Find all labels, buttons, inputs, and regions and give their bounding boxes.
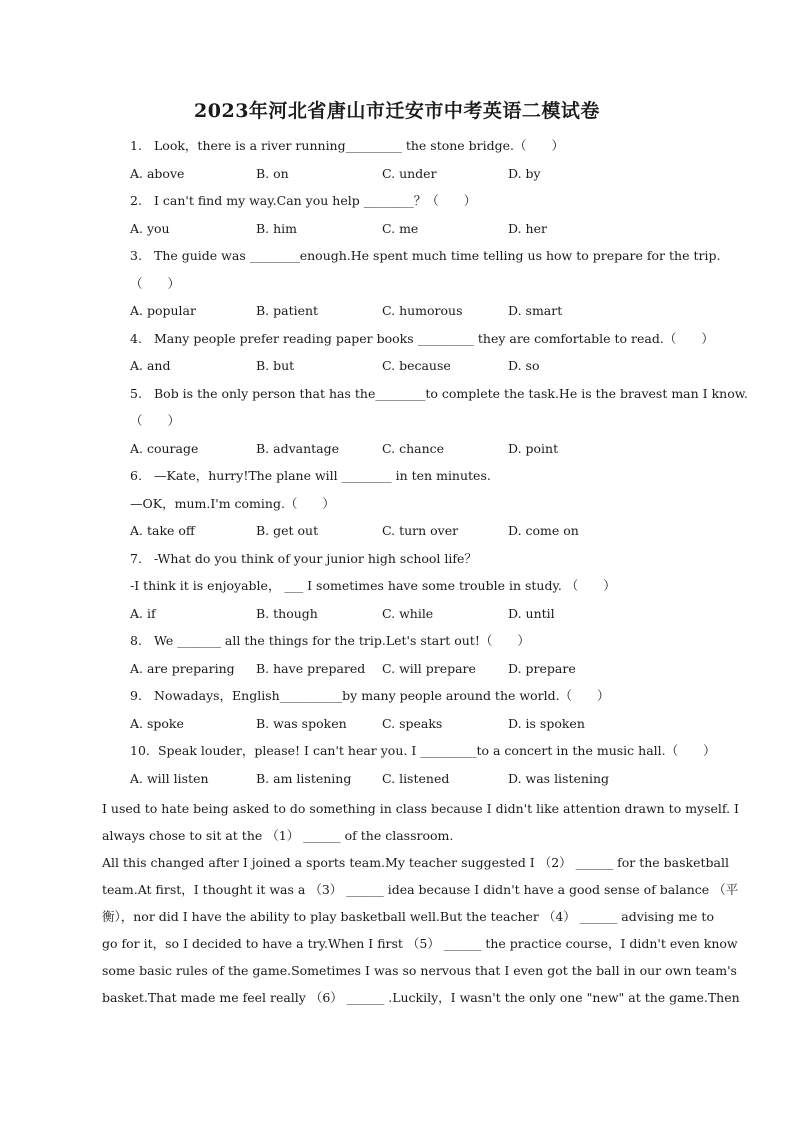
answer-option: D. her (508, 220, 547, 236)
question-stem-line (130, 191, 710, 219)
question-item (130, 191, 710, 246)
question-list (130, 136, 748, 796)
option-row (130, 521, 710, 549)
question-stem-line (130, 549, 710, 577)
answer-option: B. have prepared (256, 660, 366, 676)
option-row (130, 604, 710, 632)
passage-line: team.At first，I thought it was a （3） ______ idea because I didn't have a good sense of balance （平 (102, 882, 739, 897)
answer-option: A. spoke (130, 715, 184, 731)
option-row (130, 164, 710, 192)
question-number: 2. (130, 193, 142, 208)
passage-line: go for it，so I decided to have a try.When I first （5） ______ the practice course，I didn't even know (102, 936, 738, 951)
answer-option: C. while (382, 605, 434, 621)
question-stem-line (130, 686, 710, 714)
reading-passage (102, 795, 740, 1011)
answer-option: A. take off (130, 523, 195, 538)
answer-option: C. humorous (382, 303, 463, 318)
answer-option: C. because (382, 358, 451, 373)
answer-option: C. will prepare (382, 660, 476, 676)
question-stem-line (130, 246, 721, 274)
question-stem-line (130, 136, 710, 164)
answer-option: B. though (256, 605, 318, 621)
passage-line: All this changed after I joined a sports team.My teacher suggested I （2） ______ for the basketball (102, 855, 729, 870)
question-item (130, 246, 721, 329)
answer-option: A. are preparing (130, 660, 235, 676)
question-stem-text: -What do you think of your junior high school life？ (154, 550, 477, 566)
answer-option: B. but (256, 358, 295, 373)
passage-line: always chose to sit at the （1） ______ of the classroom. (102, 828, 454, 843)
answer-option: B. was spoken (256, 715, 347, 731)
answer-option: D. by (508, 165, 541, 181)
answer-option: D. come on (508, 523, 579, 538)
answer-option: C. speaks (382, 715, 443, 731)
question-number: 8. (130, 633, 142, 648)
question-number: 6. (130, 468, 142, 483)
question-item (130, 741, 716, 796)
question-stem-text: We _______ all the things for the trip.Let's start out!（ ） (154, 633, 530, 648)
passage-line: basket.That made me feel really （6） ______ .Luckily，I wasn't the only one "new" at the game.Then (102, 990, 740, 1005)
passage-line: some basic rules of the game.Sometimes I was so nervous that I even got the ball in our own team's (102, 963, 737, 978)
question-number: 4. (130, 330, 142, 346)
question-item (130, 631, 710, 686)
answer-option: C. under (382, 165, 437, 181)
question-stem-text: -I think it is enjoyable， ___ I sometimes have some trouble in study. （ ） (130, 578, 616, 593)
answer-option: A. above (130, 165, 185, 181)
answer-option: B. advantage (256, 440, 340, 456)
question-number: 3. (130, 248, 142, 263)
option-row (130, 219, 710, 247)
question-number: 9. (130, 688, 142, 703)
question-item (130, 384, 748, 467)
question-stem-text: I can't find my way.Can you help ________？（ ） (154, 193, 477, 208)
question-stem-line (130, 631, 710, 659)
answer-option: D. until (508, 605, 555, 621)
question-stem-text: —Kate，hurry!The plane will ________ in ten minutes. (154, 468, 491, 483)
question-stem-text: The guide was ________enough.He spent much time telling us how to prepare for the trip. (154, 248, 721, 263)
question-item (130, 466, 710, 549)
answer-option: A. popular (130, 303, 196, 318)
option-row (130, 301, 710, 329)
answer-option: B. am listening (256, 770, 352, 786)
question-item (130, 549, 710, 632)
question-stem-text: （ ） (130, 413, 181, 428)
question-number: 10. (130, 743, 150, 758)
answer-option: D. smart (508, 303, 563, 318)
question-stem-line (130, 576, 710, 604)
question-number: 5. (130, 385, 142, 401)
question-number: 7. (130, 550, 142, 566)
question-stem-text: （ ） (130, 275, 181, 291)
passage-line: I used to hate being asked to do something in class because I didn't like attention drawn to myself. I (102, 801, 739, 816)
question-stem-text: Look，there is a river running_________ the stone bridge.（ ） (154, 138, 565, 153)
answer-option: D. was listening (508, 770, 609, 786)
answer-option: D. prepare (508, 660, 576, 676)
answer-option: C. chance (382, 440, 445, 456)
answer-option: A. and (130, 358, 171, 373)
answer-option: C. me (382, 220, 419, 236)
question-item (130, 329, 714, 384)
question-stem-line (130, 741, 716, 769)
question-stem-text: Bob is the only person that has the________to complete the task.He is the bravest man I know. (154, 385, 748, 401)
question-stem-text: Many people prefer reading paper books _________ they are comfortable to read.（ ） (154, 330, 714, 346)
option-row (130, 769, 710, 797)
answer-option: A. will listen (130, 770, 209, 786)
question-item (130, 686, 710, 741)
question-item (130, 136, 710, 191)
question-stem-line (130, 466, 710, 494)
answer-option: A. if (130, 605, 156, 621)
answer-option: B. on (256, 165, 289, 181)
option-row (130, 659, 710, 687)
question-stem-line (130, 494, 710, 522)
question-stem-text: —OK，mum.I'm coming.（ ） (130, 495, 335, 511)
question-stem-text: Speak louder，please! I can't hear you. I _________to a concert in the music hall.（ ） (154, 743, 716, 758)
question-stem-line (130, 384, 748, 412)
page-title: 2023年河北省唐山市迁安市中考英语二模试卷 (194, 100, 600, 122)
option-row (130, 356, 710, 384)
answer-option: B. get out (256, 523, 319, 538)
answer-option: A. courage (130, 440, 199, 456)
answer-option: C. turn over (382, 523, 459, 538)
question-stem-line (130, 274, 710, 302)
option-row (130, 439, 710, 467)
answer-option: D. point (508, 440, 559, 456)
answer-option: C. listened (382, 770, 450, 786)
question-number: 1. (130, 138, 142, 153)
answer-option: D. so (508, 358, 540, 373)
answer-option: B. patient (256, 303, 319, 318)
question-stem-text: Nowadays，English__________by many people around the world.（ ） (154, 688, 610, 703)
question-stem-line (130, 329, 714, 357)
answer-option: D. is spoken (508, 715, 585, 731)
answer-option: B. him (256, 220, 298, 236)
answer-option: A. you (130, 220, 170, 236)
passage-line: 衡），nor did I have the ability to play basketball well.But the teacher （4） ______ advising me to (102, 909, 714, 924)
question-stem-line (130, 411, 710, 439)
option-row (130, 714, 710, 742)
